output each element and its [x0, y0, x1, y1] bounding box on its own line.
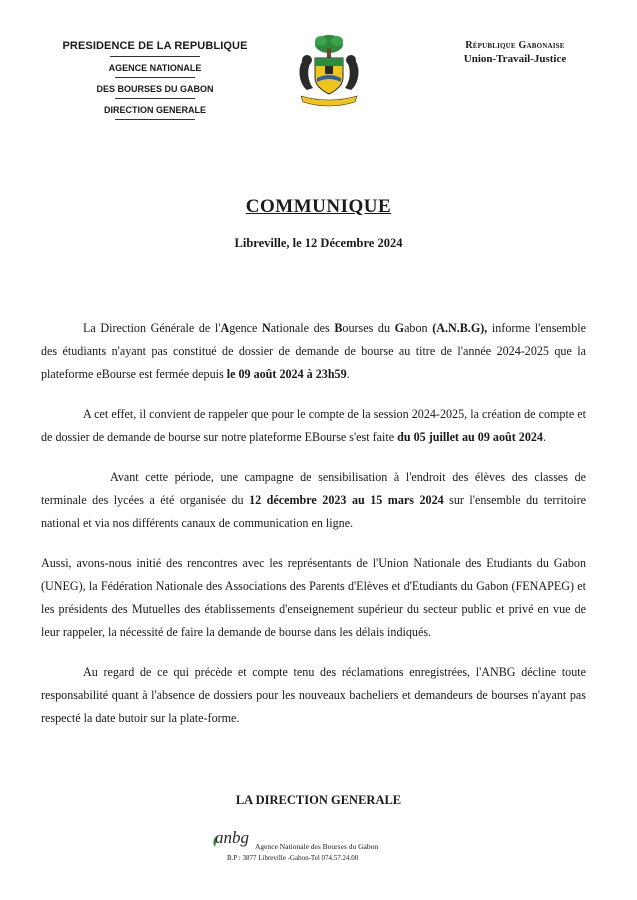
text-run: ourses du	[342, 321, 395, 335]
agency-line: AGENCE NATIONALE	[108, 63, 202, 73]
header-divider	[115, 119, 195, 120]
agency-name-line: DES BOURSES DU GABON	[96, 84, 214, 94]
paragraph-5: Au regard de ce qui précède et compte tenu des réclamations enregistrées, l'ANBG décline toute responsabilité quant à l'absence de dossiers pour les nouveaux bacheliers et demandeurs de bourses n'ayant pas respecté la date butoir sur la plate-forme.	[41, 665, 586, 725]
paragraph-2	[41, 403, 586, 449]
text-run: La Direction Générale de l'	[83, 321, 221, 335]
header-divider	[115, 77, 195, 78]
date-line: Libreville, le 12 Décembre 2024	[234, 236, 403, 250]
paragraph-3	[41, 466, 586, 535]
text-run: abon	[404, 321, 433, 335]
text-run: informe l'ensemble des étudiants n'ayant pas constitué de dossier de demande de bourse au titre de l'année 2024-2025 que la plateforme eBourse est fermée depuis	[41, 321, 586, 381]
text-run: gence	[229, 321, 262, 335]
communique-body	[41, 317, 586, 747]
footer	[215, 828, 415, 868]
anbg-logo: anbg	[215, 828, 249, 847]
presidency-line: PRESIDENCE DE LA REPUBLIQUE	[62, 40, 248, 52]
page-title: COMMUNIQUE	[245, 196, 392, 217]
footer-agency: Agence Nationale des Bourses du Gabon	[255, 842, 379, 851]
text-run: .	[542, 430, 546, 444]
application-period: du 05 juillet au 09 août 2024	[397, 430, 543, 444]
header-right	[430, 40, 600, 65]
direction-line: DIRECTION GENERALE	[103, 105, 206, 115]
text-run: ationale des	[270, 321, 335, 335]
text-run: Avant cette période, une campagne de sensibilisation à l'endroit des élèves des classes de terminale des lycées a été organisée du	[41, 470, 586, 507]
text-run: sur l'ensemble du territoire national et via nos différents canaux de communication en ligne.	[41, 493, 586, 530]
national-motto: Union-Travail-Justice	[463, 53, 567, 65]
coat-of-arms-icon	[293, 30, 365, 110]
country-name: République Gabonaise	[465, 40, 565, 51]
text-run: B	[334, 321, 343, 335]
closing-date: le 09 août 2024 à 23h59	[226, 367, 347, 381]
header-left	[40, 40, 270, 126]
paragraph-4: Aussi, avons-nous initié des rencontres avec les représentants de l'Union Nationale des Etudiants du Gabon (UNEG), la Fédération Nationale des Associations des Parents d'Elèves et d'Etudiants du Gabon (FENAPEG) et les présidents des Mutuelles des établissements d'enseignement supérieur du secteur public et privé en vue de leur rappeler, la nécessité de faire la demande de bourse dans les délais indiqués.	[41, 556, 586, 639]
text-run: N	[262, 321, 271, 335]
signature: LA DIRECTION GENERALE	[235, 793, 402, 807]
footer-address: B.P : 3877 Libreville -Gabon-Tel 074.57.24.00	[227, 854, 359, 862]
header-divider	[110, 56, 200, 57]
text-run: G	[394, 321, 405, 335]
header-divider	[115, 98, 195, 99]
campaign-period: 12 décembre 2023 au 15 mars 2024	[249, 493, 444, 507]
text-run: A	[220, 321, 230, 335]
paragraph-1	[41, 317, 586, 386]
agency-abbreviation: (A.N.B.G),	[432, 321, 488, 335]
text-run: A cet effet, il convient de rappeler que pour le compte de la session 2024-2025, la création de compte et de dossier de demande de bourse sur notre plateforme EBourse s'est faite	[41, 407, 586, 444]
text-run: .	[346, 367, 350, 381]
